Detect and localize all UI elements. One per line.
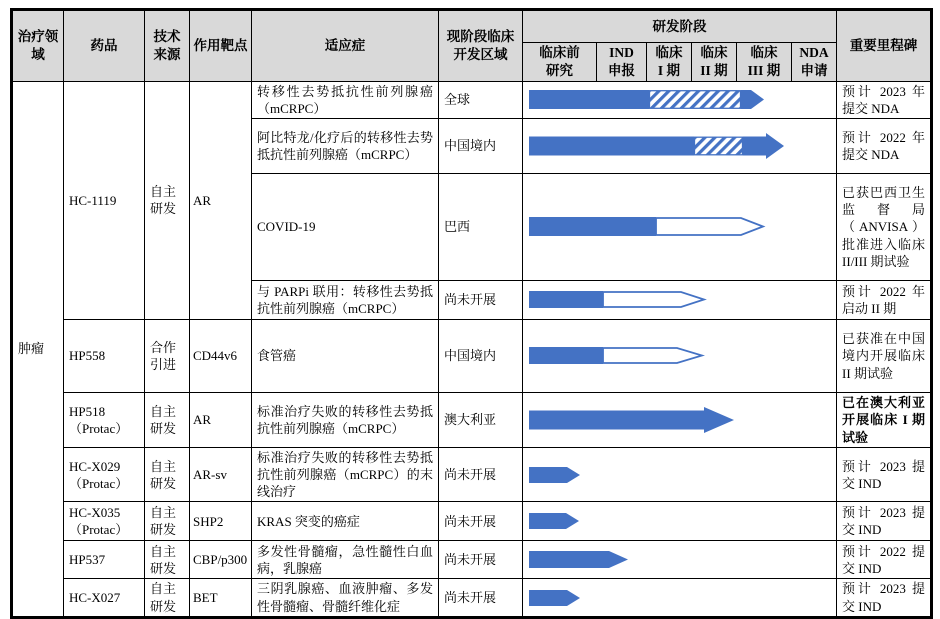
stage-progress-bar	[523, 579, 837, 617]
cell-drug: HC-X035（Protac）	[64, 502, 145, 541]
table-row	[12, 541, 932, 579]
cell-target: SHP2	[190, 502, 252, 541]
cell-drug: HC-X029（Protac）	[64, 447, 145, 501]
cell-treatment-area: 肿瘤	[12, 81, 64, 617]
header-row-top	[12, 10, 932, 43]
table-row	[12, 447, 932, 501]
cell-indication: 标准治疗失败的转移性去势抵抗性前列腺癌（mCRPC）	[252, 392, 439, 447]
cell-tech-source: 自主研发	[145, 81, 190, 319]
cell-indication: 三阴乳腺癌、血液肿瘤、多发性骨髓瘤、骨髓纤维化症	[252, 579, 439, 617]
table-row	[12, 392, 932, 447]
stage-progress-bar	[523, 541, 837, 579]
cell-target: AR-sv	[190, 447, 252, 501]
cell-tech-source: 自主研发	[145, 541, 190, 579]
col-header-region: 现阶段临床开发区域	[439, 10, 523, 82]
col-header-drug: 药品	[64, 10, 145, 82]
stage-progress-bar	[523, 81, 837, 118]
cell-tech-source: 自主研发	[145, 579, 190, 617]
stage-progress-bar	[523, 118, 837, 173]
cell-milestone: 预计 2023 提交 IND	[837, 447, 932, 501]
table-row	[12, 319, 932, 392]
col-header-stage-nda: NDA 申请	[792, 43, 837, 82]
stage-progress-bar	[523, 447, 837, 501]
cell-milestone: 已获准在中国境内开展临床 II 期试验	[837, 319, 932, 392]
cell-target: CD44v6	[190, 319, 252, 392]
cell-tech-source: 自主研发	[145, 392, 190, 447]
cell-region: 全球	[439, 81, 523, 118]
col-header-stage-group: 研发阶段	[523, 10, 837, 43]
stage-progress-bar	[523, 319, 837, 392]
col-header-stage-ind: IND 申报	[597, 43, 647, 82]
cell-milestone: 预计 2023 年提交 NDA	[837, 81, 932, 118]
cell-region: 尚未开展	[439, 447, 523, 501]
cell-milestone: 预计 2022 年提交 NDA	[837, 118, 932, 173]
cell-indication: 转移性去势抵抗性前列腺癌（mCRPC）	[252, 81, 439, 118]
col-header-stage-preclinical: 临床前 研究	[523, 43, 597, 82]
cell-indication: 阿比特龙/化疗后的转移性去势抵抗性前列腺癌（mCRPC）	[252, 118, 439, 173]
table-row	[12, 502, 932, 541]
pipeline-table	[10, 8, 933, 619]
cell-indication: 标准治疗失败的转移性去势抵抗性前列腺癌（mCRPC）的末线治疗	[252, 447, 439, 501]
cell-indication: 与 PARPi 联用：转移性去势抵抗性前列腺癌（mCRPC）	[252, 280, 439, 319]
cell-region: 尚未开展	[439, 579, 523, 617]
cell-milestone: 已在澳大利亚开展临床 I 期试验	[837, 392, 932, 447]
stage-progress-bar	[523, 173, 837, 280]
col-header-stage-phase3: 临床 III 期	[737, 43, 792, 82]
cell-milestone: 预计 2023 提交 IND	[837, 579, 932, 617]
col-header-stage-phase1: 临床 I 期	[647, 43, 692, 82]
cell-indication: COVID-19	[252, 173, 439, 280]
cell-indication: 多发性骨髓瘤，急性髓性白血病，乳腺癌	[252, 541, 439, 579]
cell-tech-source: 自主研发	[145, 502, 190, 541]
cell-milestone: 已获巴西卫生监督局（ANVISA）批准进入临床 II/III 期试验	[837, 173, 932, 280]
cell-tech-source: 自主研发	[145, 447, 190, 501]
cell-drug: HP558	[64, 319, 145, 392]
table-row	[12, 579, 932, 617]
col-header-treatment-area: 治疗领域	[12, 10, 64, 82]
cell-target: CBP/p300	[190, 541, 252, 579]
table-row	[12, 81, 932, 118]
cell-region: 巴西	[439, 173, 523, 280]
cell-region: 澳大利亚	[439, 392, 523, 447]
cell-region: 尚未开展	[439, 280, 523, 319]
cell-region: 尚未开展	[439, 502, 523, 541]
col-header-tech-source: 技术来源	[145, 10, 190, 82]
stage-progress-bar	[523, 502, 837, 541]
cell-region: 中国境内	[439, 319, 523, 392]
stage-progress-bar	[523, 392, 837, 447]
col-header-milestone: 重要里程碑	[837, 10, 932, 82]
cell-indication: KRAS 突变的癌症	[252, 502, 439, 541]
cell-milestone: 预计 2023 提交 IND	[837, 502, 932, 541]
cell-milestone: 预计 2022 提交 IND	[837, 541, 932, 579]
cell-drug: HC-1119	[64, 81, 145, 319]
col-header-stage-phase2: 临床 II 期	[692, 43, 737, 82]
col-header-target: 作用靶点	[190, 10, 252, 82]
cell-tech-source: 合作引进	[145, 319, 190, 392]
cell-region: 中国境内	[439, 118, 523, 173]
cell-target: BET	[190, 579, 252, 617]
col-header-indication: 适应症	[252, 10, 439, 82]
cell-region: 尚未开展	[439, 541, 523, 579]
cell-drug: HP518（Protac）	[64, 392, 145, 447]
cell-target: AR	[190, 81, 252, 319]
cell-drug: HC-X027	[64, 579, 145, 617]
pipeline-table-container	[10, 8, 933, 619]
cell-target: AR	[190, 392, 252, 447]
cell-drug: HP537	[64, 541, 145, 579]
stage-progress-bar	[523, 280, 837, 319]
cell-milestone: 预计 2022 年启动 II 期	[837, 280, 932, 319]
cell-indication: 食管癌	[252, 319, 439, 392]
